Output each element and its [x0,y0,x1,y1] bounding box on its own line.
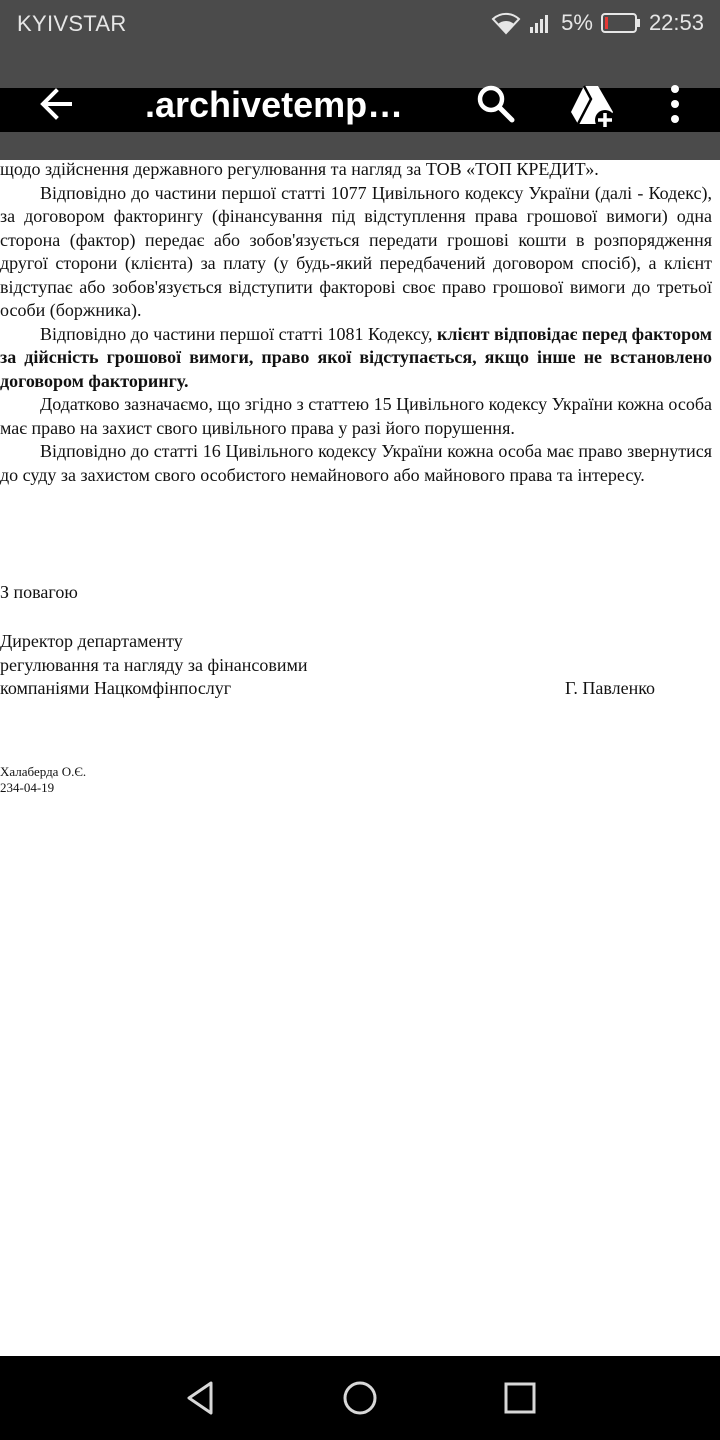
paragraph-article-15: Додатково зазначаємо, що згідно з статтею 15 Цивільного кодексу України кожна особа має право на захист свого цивільного права у разі його порушення. [0,394,712,438]
paragraph-article-16: Відповідно до статті 16 Цивільного кодексу України кожна особа має право звернутися до суду за захистом свого особистого немайнового або майнового права та інтересу. [0,441,712,485]
add-to-drive-button[interactable] [567,80,617,130]
executor-phone: 234-04-19 [0,780,55,795]
paragraph-bold-text: клієнт відповідає перед фактором за дійсність грошової вимоги, право якої відступається, якщо інше не встановлено договором факторингу. [0,323,713,391]
paragraph-text: Відповідно до частини першої статті 1081 Кодексу, [40,323,438,344]
carrier-name: KYIVSTAR [17,11,127,36]
signatory-title-line: компаніями Нацкомфінпослуг [0,678,232,698]
nav-home-button[interactable] [340,1378,380,1418]
nav-back-button[interactable] [181,1378,221,1418]
navigation-bar [0,1356,720,1440]
battery-icon [601,12,641,34]
clock: 22:53 [648,10,704,35]
back-triangle-icon [181,1405,221,1422]
battery-percent: 5% [561,10,593,35]
status-icons [491,10,704,36]
executor-name: Халаберда О.Є. [0,764,87,779]
back-button[interactable] [30,80,82,132]
file-title: .archivetemp… [145,84,404,125]
search-button[interactable] [474,82,518,126]
closing-phrase: З повагою [0,582,78,602]
signatory-title-line: регулювання та нагляду за фінансовими [0,654,308,675]
status-bar [0,0,720,48]
nav-recents-button[interactable] [500,1378,540,1418]
app-bar [0,48,720,160]
document-body [0,158,712,487]
more-vert-icon [660,113,690,130]
paragraph-factoring-definition: Відповідно до частини першої статті 1077 Цивільного кодексу України (далі - Кодекс), за договором факторингу (фінансування під відступлення права грошової вимоги) одна сторона (фактор) передає або зобов'язується передати грошові кошти в розпорядження другої сторони (клієнта) за плату (у будь-який передбачений договором спосіб), а клієнт відступає або зобов'язується відступити факторові своє право грошової вимоги до третьої особи (боржника). [0,182,712,320]
signal-icon [529,12,553,34]
signatory-title-line: Директор департаменту [0,631,183,651]
back-arrow-icon [36,84,76,129]
drive-add-icon [567,117,617,134]
paragraph-client-liability [0,323,712,394]
signatory-name: Г. Павленко [565,678,656,698]
document-line: щодо здійснення державного регулювання та нагляд за ТОВ «ТОП КРЕДИТ». [0,159,599,179]
recents-square-icon [500,1405,540,1422]
signature-block [0,630,700,701]
wifi-icon [491,11,521,35]
home-circle-icon [340,1405,380,1422]
search-icon [474,113,518,130]
executor-info [0,764,86,796]
more-options-button[interactable] [660,82,690,126]
